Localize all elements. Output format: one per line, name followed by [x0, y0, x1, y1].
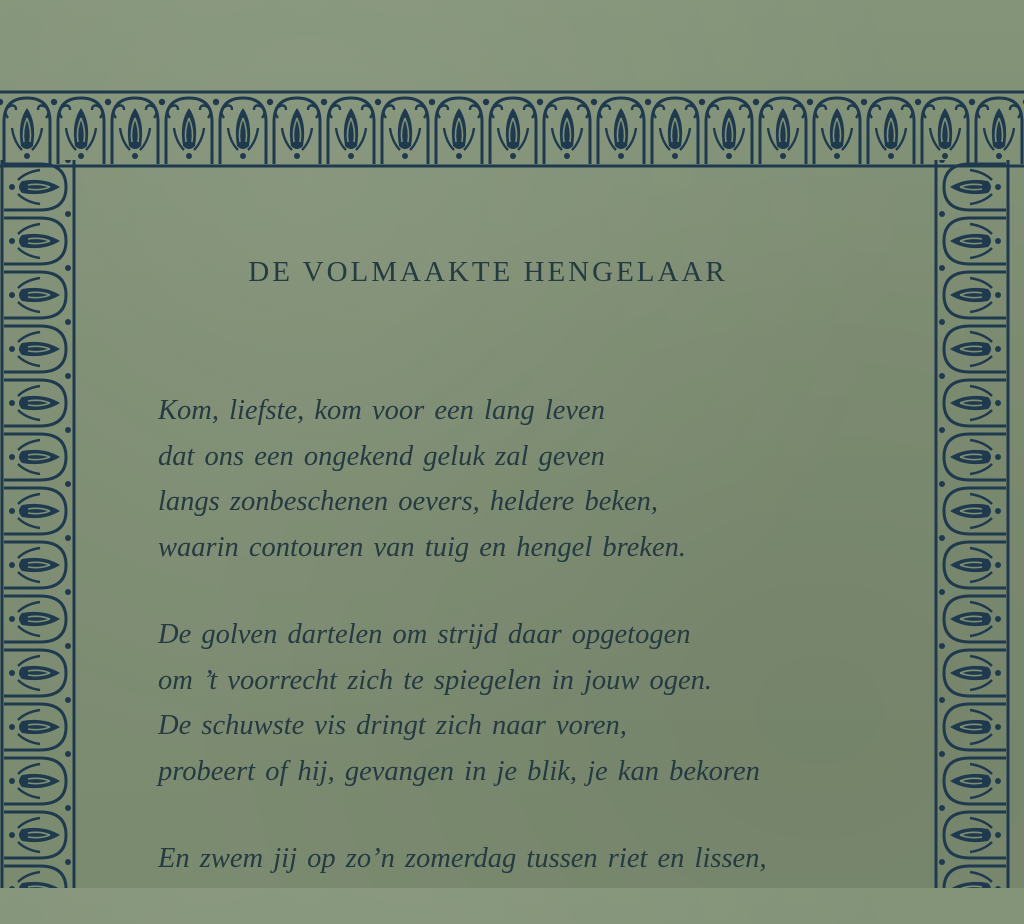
ornamental-border-top — [0, 88, 1024, 170]
poem-line: De schuwste vis dringt zich naar voren, — [158, 710, 627, 741]
poem-line: probeert of hij, gevangen in je blik, je kan bekoren — [158, 755, 760, 787]
poem-line: De golven dartelen om strijd daar opgetogen — [158, 619, 691, 650]
stanza — [158, 388, 918, 570]
poem-line: dat ons een ongekend geluk zal geven — [158, 440, 605, 472]
poem-line: langs zonbeschenen oevers, heldere beken, — [158, 486, 659, 517]
stanza — [158, 612, 918, 794]
poem-line: om ’t voorrecht zich te spiegelen in jouw ogen. — [158, 664, 713, 696]
poem-line: En zwem jij op zo’n zomerdag tussen riet en lissen, — [158, 843, 767, 874]
poem-line: waarin contouren van tuig en hengel breken. — [158, 531, 686, 563]
poem-body — [158, 388, 918, 924]
stanza — [158, 836, 918, 882]
poem-line: Kom, liefste, kom voor een lang leven — [158, 395, 605, 426]
poem-title: DE VOLMAAKTE HENGELAAR — [248, 256, 728, 288]
